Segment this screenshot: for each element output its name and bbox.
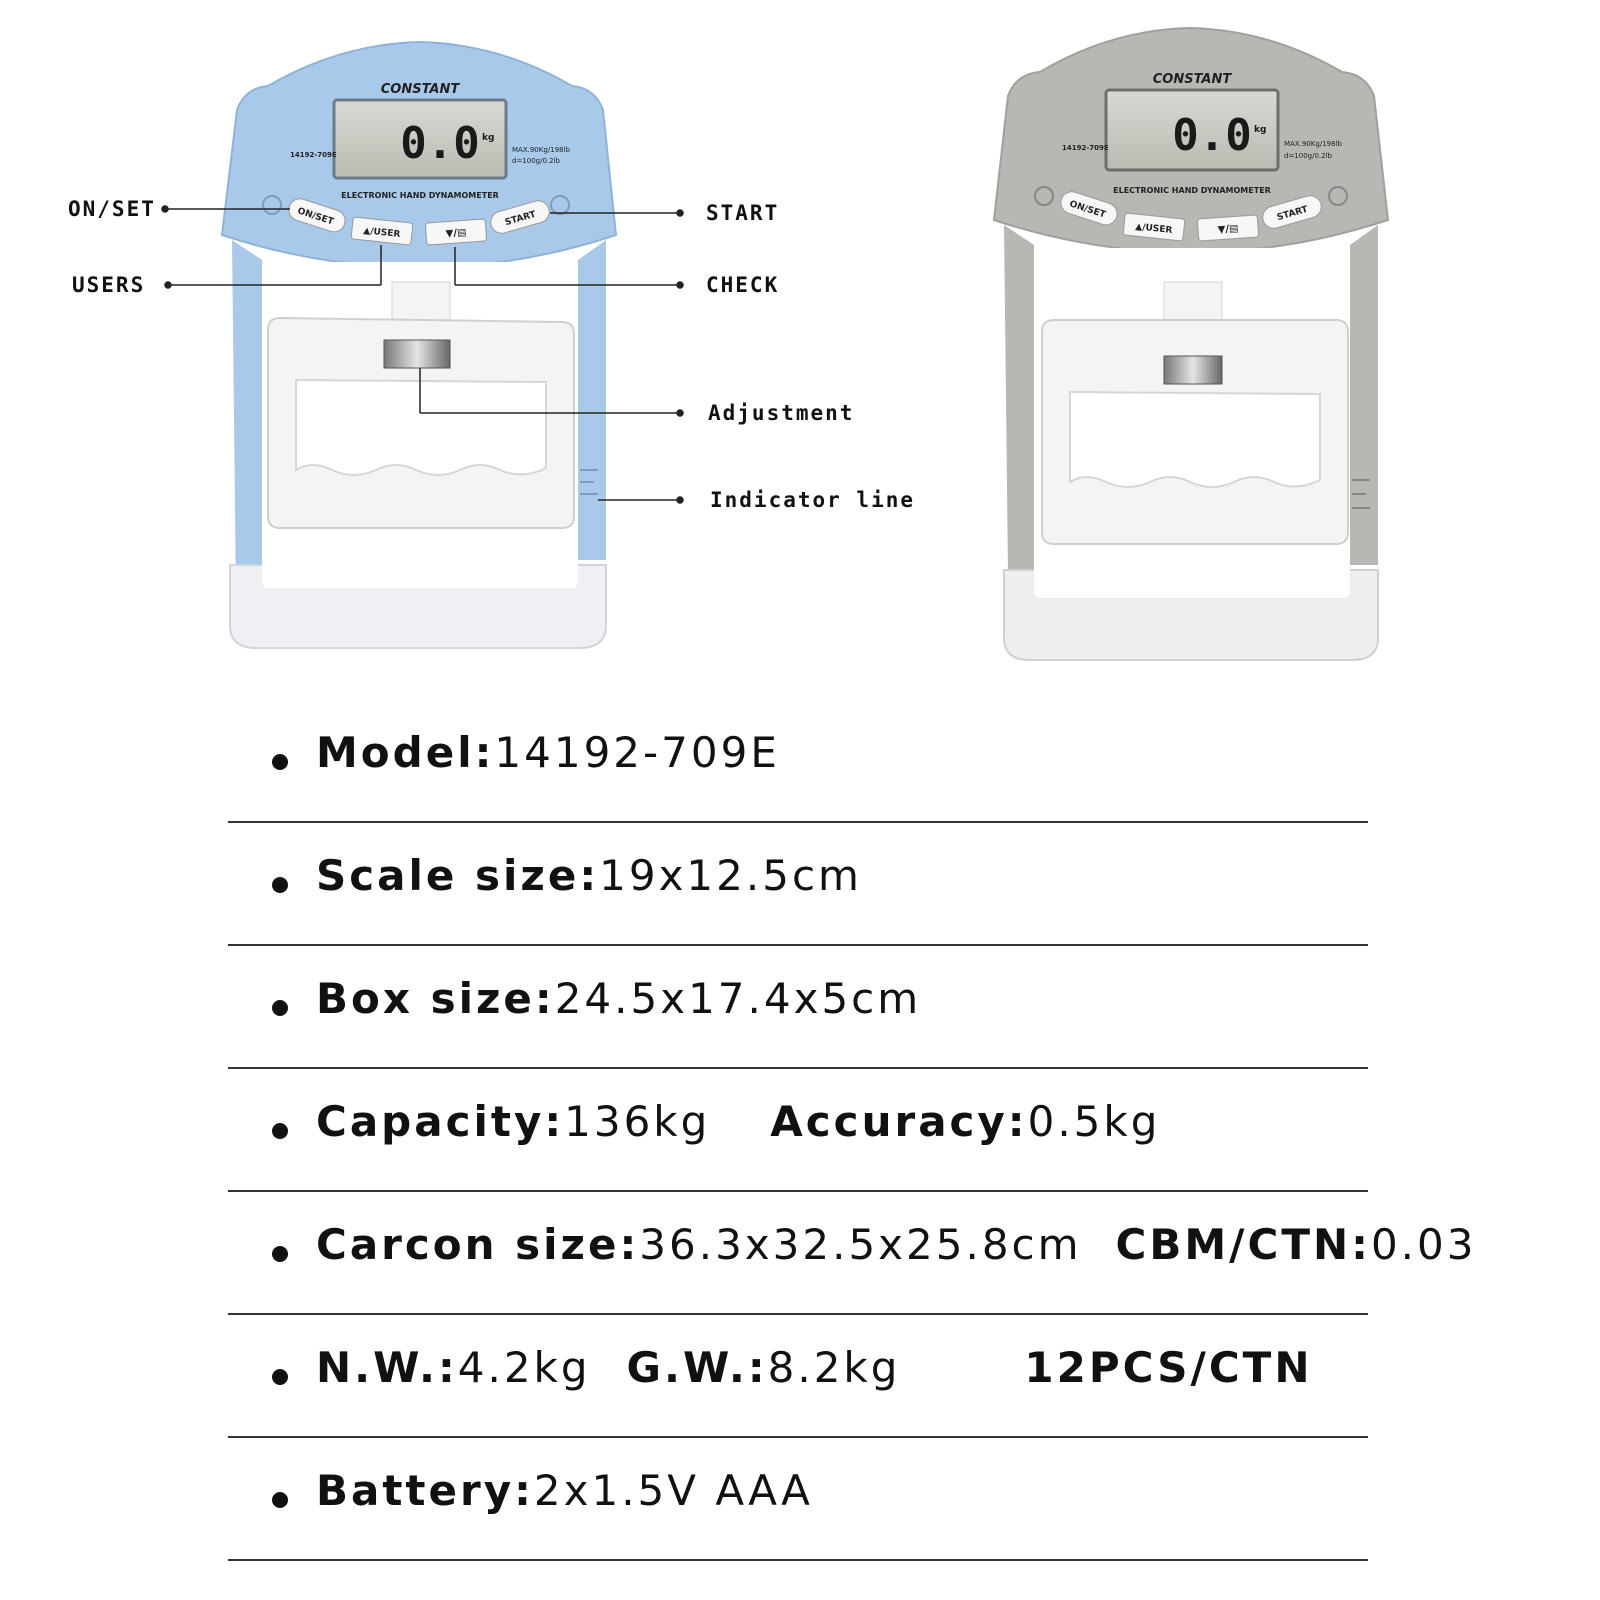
spec-value: 0.5kg: [1027, 1097, 1161, 1146]
lcd-unit: kg: [1254, 125, 1267, 135]
spec-row-carton: [228, 1192, 1477, 1315]
spec-value: 136kg: [564, 1097, 711, 1146]
panel-title: ELECTRONIC HAND DYNAMOMETER: [1113, 186, 1271, 195]
spec-value: 8.2kg: [767, 1343, 901, 1392]
bullet: [272, 1492, 288, 1508]
dynamometer-grey: [994, 28, 1388, 660]
svg-text:ON/SET: ON/SET: [296, 206, 335, 228]
svg-text:▲/USER: ▲/USER: [1134, 222, 1173, 236]
dynamometer-blue: [222, 42, 616, 648]
spec-value: 2x1.5V AAA: [533, 1466, 813, 1515]
lcd-unit: kg: [482, 133, 495, 143]
spec-key: Accuracy:: [770, 1097, 1028, 1146]
svg-text:START: START: [504, 209, 538, 229]
spec-row-scale: [228, 823, 1368, 946]
spec-row-model: [228, 700, 1368, 823]
svg-text:ON/SET: ON/SET: [1068, 199, 1107, 221]
brand-logo: CONSTANT: [1152, 72, 1232, 87]
callout-start: START: [706, 201, 780, 225]
spec-key: Box size:: [316, 974, 555, 1023]
check-button[interactable]: [425, 219, 486, 245]
callout-users: USERS: [72, 273, 146, 297]
division-label: d=100g/0.2lb: [512, 157, 560, 165]
callout-indicator-line: Indicator line: [710, 488, 916, 512]
spec-value: 4.2kg: [457, 1343, 591, 1392]
spec-value: 36.3x32.5x25.8cm: [639, 1220, 1082, 1269]
bullet: [272, 1000, 288, 1016]
callout-check: CHECK: [706, 273, 780, 297]
spec-row-capacity: [228, 1069, 1368, 1192]
spec-row-box: [228, 946, 1368, 1069]
bullet: [272, 754, 288, 770]
spec-value: 24.5x17.4x5cm: [554, 974, 922, 1023]
bullet: [272, 877, 288, 893]
spec-key: G.W.:: [626, 1343, 768, 1392]
model-label: 14192-709E: [290, 151, 337, 159]
svg-text:START: START: [1276, 204, 1310, 224]
spec-key: Capacity:: [316, 1097, 565, 1146]
brand-logo: CONSTANT: [380, 82, 460, 97]
check-button[interactable]: [1197, 215, 1258, 241]
panel-title: ELECTRONIC HAND DYNAMOMETER: [341, 191, 499, 200]
svg-text:▼/▤: ▼/▤: [445, 227, 467, 240]
svg-text:▼/▤: ▼/▤: [1217, 223, 1239, 236]
spec-row-battery: [228, 1438, 1368, 1561]
callout-onset: ON/SET: [68, 197, 156, 221]
spec-key: CBM/CTN:: [1115, 1220, 1371, 1269]
svg-text:▲/USER: ▲/USER: [362, 226, 401, 240]
spec-key: N.W.:: [316, 1343, 458, 1392]
max-label: MAX.90Kg/198lb: [512, 146, 570, 154]
pcs-per-carton: 12PCS/CTN: [1024, 1343, 1313, 1392]
bullet: [272, 1369, 288, 1385]
spec-key: Model:: [316, 728, 495, 777]
spec-value: 14192-709E: [494, 728, 780, 777]
spec-key: Scale size:: [316, 851, 600, 900]
callout-adjustment: Adjustment: [708, 401, 855, 425]
bullet: [272, 1246, 288, 1262]
max-label: MAX.90Kg/198lb: [1284, 140, 1342, 148]
division-label: d=100g/0.2lb: [1284, 152, 1332, 160]
lcd-reading: 0.0: [400, 118, 480, 169]
spec-row-weight: [228, 1315, 1368, 1438]
spec-key: Battery:: [316, 1466, 534, 1515]
model-label: 14192-709E: [1062, 144, 1109, 152]
spec-list: [228, 700, 1477, 1561]
spec-value: 19x12.5cm: [599, 851, 862, 900]
spec-key: Carcon size:: [316, 1220, 640, 1269]
bullet: [272, 1123, 288, 1139]
device-figure: [0, 0, 1600, 680]
lcd-reading: 0.0: [1172, 110, 1252, 161]
spec-value: 0.03: [1370, 1220, 1477, 1269]
